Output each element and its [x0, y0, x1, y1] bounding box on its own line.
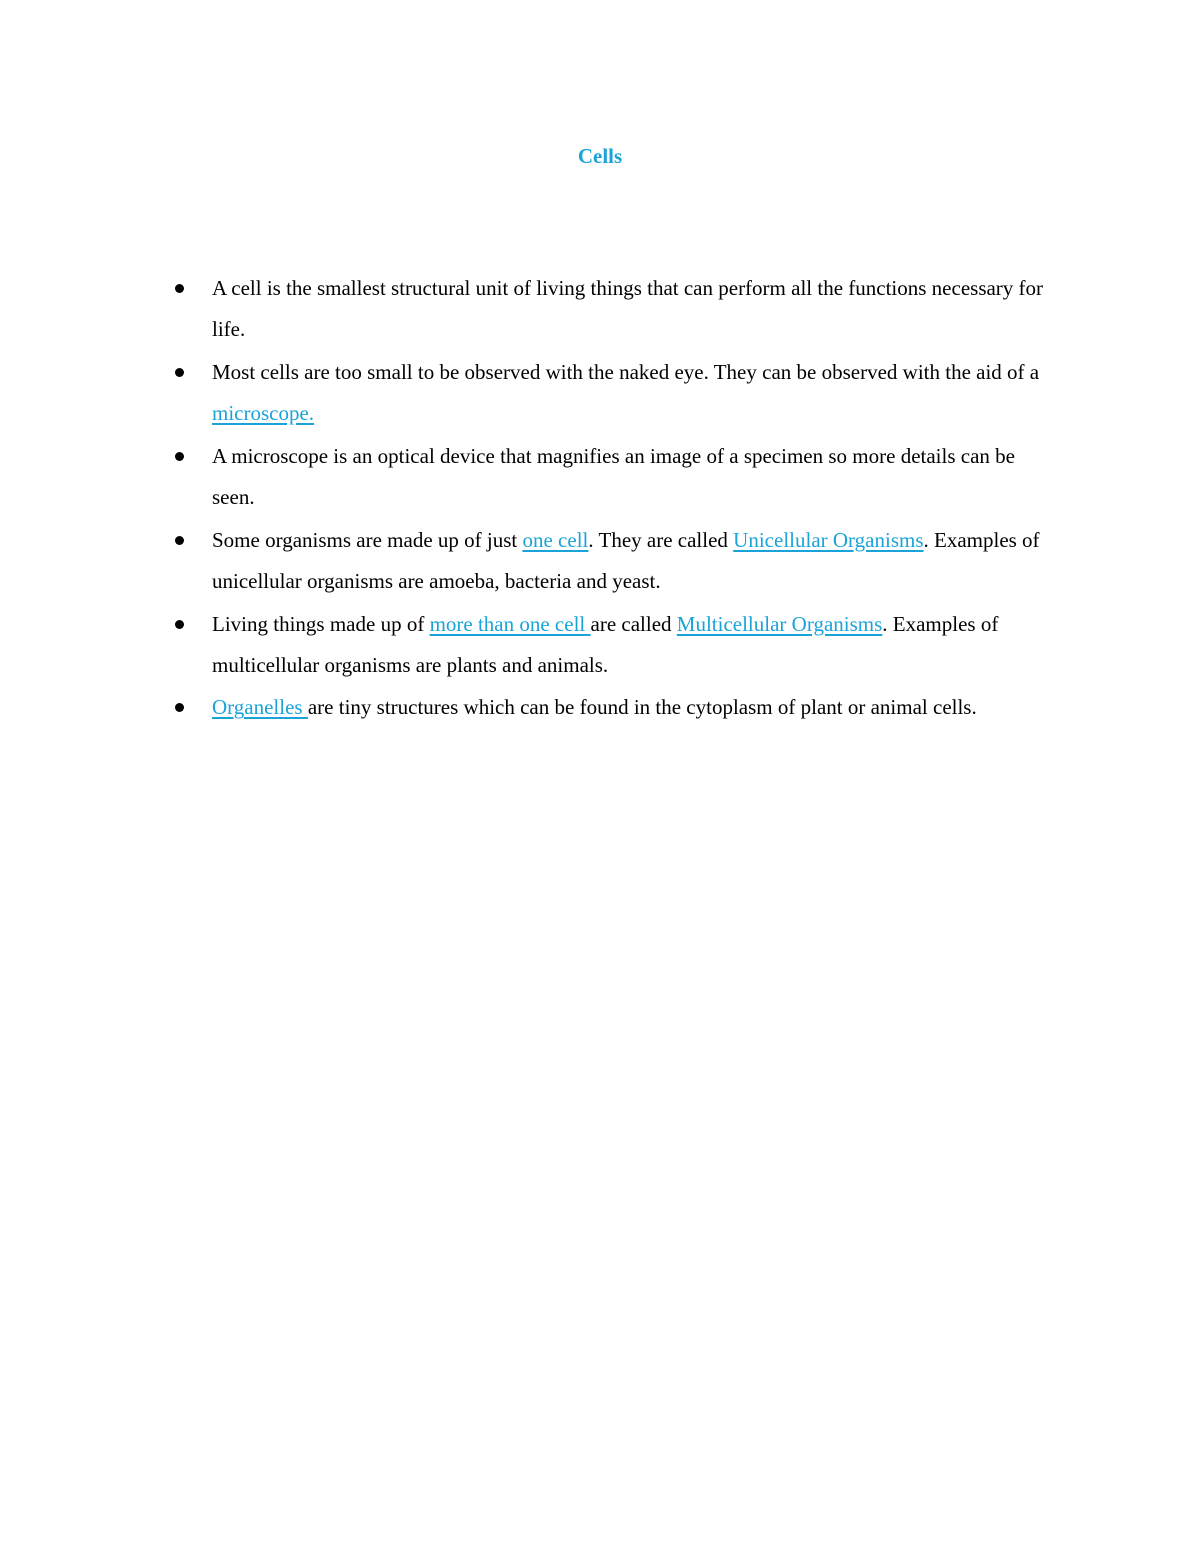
page-title: Cells	[577, 144, 623, 168]
bullet-text: A microscope is an optical device that magnifies an image of a specimen so more details can be seen.	[212, 443, 1015, 510]
hyperlink[interactable]: Unicellular Organisms	[733, 527, 924, 552]
bullet-icon	[175, 536, 184, 545]
bullet-list	[0, 268, 1200, 730]
bullet-text: Most cells are too small to be observed with the naked eye. They can be observed with the aid of a	[212, 359, 1040, 384]
hyperlink[interactable]: Multicellular Organisms	[676, 611, 883, 636]
list-item	[0, 436, 1200, 519]
list-item	[0, 268, 1200, 351]
bullet-text: Living things made up of	[212, 611, 430, 636]
list-item	[0, 352, 1200, 435]
list-item	[0, 604, 1200, 687]
bullet-icon	[175, 703, 184, 712]
hyperlink[interactable]: one cell	[522, 527, 589, 552]
bullet-icon	[175, 284, 184, 293]
list-item	[0, 520, 1200, 603]
bullet-text: are called	[590, 611, 677, 636]
bullet-icon	[175, 452, 184, 461]
hyperlink[interactable]: microscope.	[212, 401, 315, 426]
bullet-icon	[175, 368, 184, 377]
bullet-text: are tiny structures which can be found in the cytoplasm of plant or animal cells.	[307, 695, 977, 720]
bullet-text: A cell is the smallest structural unit of living things that can perform all the functions necessary for life.	[212, 276, 1044, 342]
bullet-text: . They are called	[588, 527, 734, 552]
list-item	[0, 687, 1200, 728]
hyperlink[interactable]: Organelles	[212, 695, 308, 720]
bullet-icon	[175, 620, 184, 629]
bullet-text: . Examples of unicellular organisms are amoeba, bacteria and yeast.	[212, 527, 1040, 593]
hyperlink[interactable]: more than one cell	[429, 611, 591, 636]
bullet-text: . Examples of multicellular organisms are plants and animals.	[212, 611, 999, 677]
bullet-text: Some organisms are made up of just	[212, 527, 523, 552]
